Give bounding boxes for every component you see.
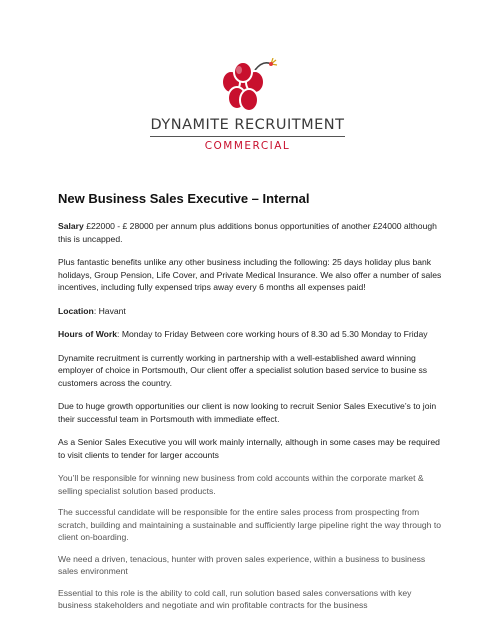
essential-paragraph: Essential to this role is the ability to cold call, run solution based sales conversations with key business stakeholders and negotiate and win profitable contracts for the business — [58, 587, 412, 610]
location-paragraph — [58, 305, 442, 318]
responsibility-paragraph: You’ll be responsible for winning new business from cold accounts within the corporate market & selling specialist solution based products. — [58, 473, 424, 496]
company-logo — [0, 58, 495, 158]
intro-paragraph: Dynamite recruitment is currently working in partnership with a well-established award winning employer of choice in Portsmouth, Our client offer a specialist solution based service to busine ss customers across the country. — [58, 352, 428, 388]
candidate-paragraph: The successful candidate will be responsible for the entire sales process from prospecting from scratch, building and maintaining a sustainable and sufficiently large pipeline right the way through to client on-boarding. — [58, 507, 441, 542]
location-text: : Havant — [93, 305, 126, 316]
growth-paragraph: Due to huge growth opportunities our client is now looking to recruit Senior Sales Executive’s to join their successful team in Portsmouth with immediate effect. — [58, 401, 437, 424]
salary-label: Salary — [58, 221, 84, 231]
role-note-paragraph: As a Senior Sales Executive you will work mainly internally, although in some cases may be required to visit clients to tender for larger accounts — [58, 437, 440, 460]
job-description — [58, 191, 442, 621]
need-paragraph: We need a driven, tenacious, hunter with proven sales experience, within a business to business sales environment — [58, 553, 426, 576]
logo-divider — [150, 136, 345, 137]
job-title: New Business Sales Executive – Internal — [58, 191, 310, 206]
company-division: COMMERCIAL — [204, 140, 291, 152]
hours-paragraph — [58, 328, 442, 341]
location-label: Location — [58, 305, 94, 316]
hours-label: Hours of Work — [58, 329, 118, 339]
salary-paragraph — [58, 220, 442, 245]
company-name: DYNAMITE RECRUITMENT — [150, 117, 345, 133]
hours-text: : Monday to Friday Between core working hours of 8.30 ad 5.30 Monday to Friday — [117, 329, 428, 339]
dynamite-sticks-icon — [213, 58, 283, 116]
salary-text: £22000 - £ 28000 per annum plus additions bonus opportunities of another £24000 although this is uncapped. — [58, 221, 437, 244]
benefits-paragraph: Plus fantastic benefits unlike any other business including the following: 25 days holiday plus bank holidays, Group Pension, Life Cover, and Private Medical Insurance. We also offer a number of sales incentives, including fully expensed trips away every 6 months all expenses paid! — [58, 257, 442, 292]
